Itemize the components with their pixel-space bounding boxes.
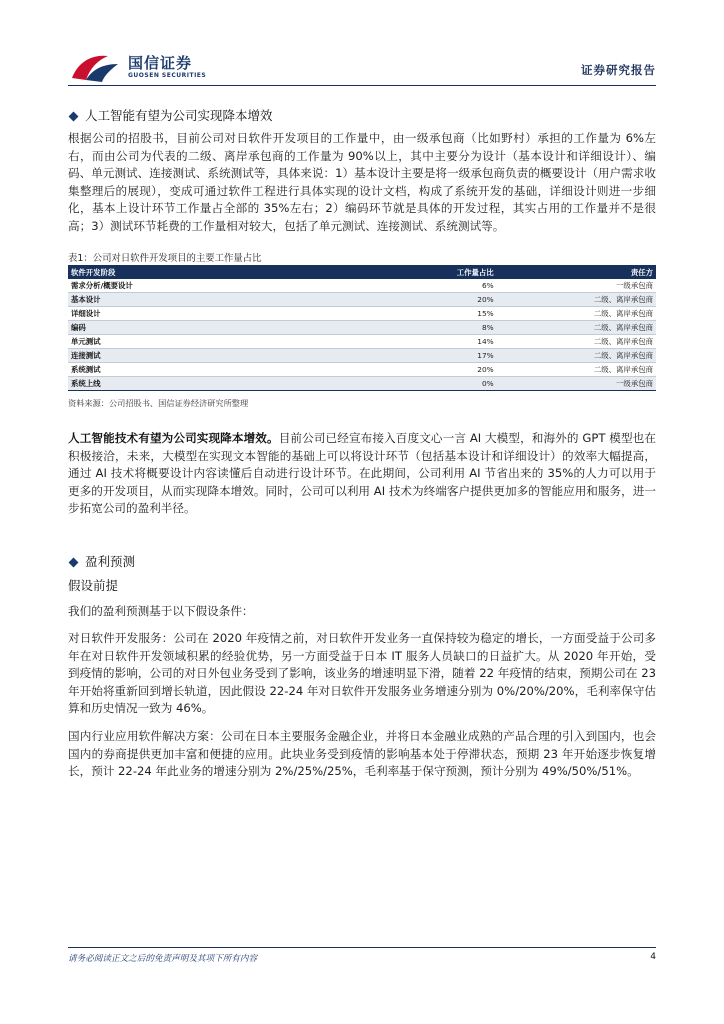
table-header-stage: 软件开发阶段 xyxy=(68,265,326,279)
table-cell-stage: 系统测试 xyxy=(68,363,326,377)
table-cell-share: 20% xyxy=(326,293,497,307)
brand-name-en: GUOSEN SECURITIES xyxy=(128,72,207,79)
table-cell-share: 17% xyxy=(326,349,497,363)
table-row xyxy=(68,363,656,377)
header-divider xyxy=(68,85,656,86)
diamond-bullet-icon xyxy=(69,557,79,567)
table-source-note: 资料来源：公司招股书、国信证券经济研究所整理 xyxy=(68,398,249,408)
section-title-text: 人工智能有望为公司实现降本增效 xyxy=(85,108,273,123)
table-header-party: 责任方 xyxy=(497,265,656,279)
table-header-share: 工作量占比 xyxy=(326,265,497,279)
table-row xyxy=(68,279,656,293)
section-title-forecast xyxy=(68,552,135,570)
paragraph-ai-efficiency xyxy=(68,430,656,518)
section-title-text: 盈利预测 xyxy=(85,554,136,569)
table-cell-party: 二级、离岸承包商 xyxy=(497,321,656,335)
footer-divider xyxy=(68,947,656,948)
brand-logo xyxy=(68,50,208,86)
logo-mark-icon xyxy=(68,52,120,84)
paragraph-workload: 根据公司的招股书，目前公司对日软件开发项目的工作量中，由一级承包商（比如野村）承担的工作量为 6%左右，而由公司为代表的二级、离岸承包商的工作量为 90%以上，其中主要分为设计（基本设计和详细设计）、编码、单元测试、连接测试、系统测试等，具体来说：1）基本设计主要是将一级承包商负责的概要设计（用户需求收集整理后的展现），变成可通过软件工程进行具体实现的设计文档，构成了系统开发的基础，详细设计则进一步细化，基本上设计环节工作量占全部的 35%左右；2）编码环节就是具体的开发过程，其实占用的工作量并不是很高；3）测试环节耗费的工作量相对较大，包括了单元测试、连接测试、系统测试等。 xyxy=(68,131,656,233)
page-number: 4 xyxy=(650,952,656,962)
table-row xyxy=(68,307,656,321)
table-cell-stage: 系统上线 xyxy=(68,377,326,391)
table-row xyxy=(68,335,656,349)
table-cell-stage: 详细设计 xyxy=(68,307,326,321)
table-row xyxy=(68,293,656,307)
table-row xyxy=(68,321,656,335)
table-row xyxy=(68,377,656,391)
paragraph-body: 目前公司已经宣布接入百度文心一言 AI 大模型，和海外的 GPT 模型也在积极接洽，未来，大模型在实现文本智能的基础上可以将设计环节（包括基本设计和详细设计）的效率大幅提高，通过 AI 技术将概要设计内容读懂后自动进行设计环节。在此期间，公司利用 AI 节省出来的 35%的人力可以用于更多的开发项目，从而实现降本增效。同时，公司可以利用 AI 技术为终端客户提供更加多的智能应用和服务，进一步拓宽公司的盈利半径。 xyxy=(68,431,656,516)
table-cell-party: 二级、离岸承包商 xyxy=(497,307,656,321)
page-header xyxy=(68,48,656,88)
section-title-ai xyxy=(68,106,273,124)
paragraph-domestic-software: 国内行业应用软件解决方案：公司在日本主要服务金融企业，并将日本金融业成熟的产品合理的引入到国内，也会国内的券商提供更加丰富和便捷的应用。此块业务受到疫情的影响基本处于停滞状态，预期 23 年开始逐步恢复增长，预计 22-24 年此业务的增速分别为 2%/25%/25%，毛利率基于保守预测，预计分别为 49%/50%/51%。 xyxy=(68,729,656,779)
table-cell-share: 0% xyxy=(326,377,497,391)
table-cell-party: 二级、离岸承包商 xyxy=(497,293,656,307)
table-cell-share: 15% xyxy=(326,307,497,321)
table-cell-party: 二级、离岸承包商 xyxy=(497,335,656,349)
report-type: 证券研究报告 xyxy=(581,63,656,77)
subheading-assumptions: 假设前提 xyxy=(68,578,119,593)
table-cell-party: 二级、离岸承包商 xyxy=(497,349,656,363)
table-cell-stage: 基本设计 xyxy=(68,293,326,307)
brand-name-cn: 国信证券 xyxy=(128,54,193,72)
table-cell-party: 一级承包商 xyxy=(497,377,656,391)
table-cell-share: 20% xyxy=(326,363,497,377)
paragraph-lead-bold: 人工智能技术有望为公司实现降本增效。 xyxy=(68,431,279,445)
paragraph-assumption-intro: 我们的盈利预测基于以下假设条件： xyxy=(68,604,254,618)
table-header-row xyxy=(68,265,656,279)
table-cell-party: 一级承包商 xyxy=(497,279,656,293)
table-title: 表1：公司对日软件开发项目的主要工作量占比 xyxy=(68,253,262,264)
paragraph-japan-software: 对日软件开发服务：公司在 2020 年疫情之前，对日软件开发业务一直保持较为稳定的增长，一方面受益于公司多年在对日软件开发领域积累的经验优势，另一方面受益于日本 IT 服务人员缺口的日益扩大。从 2020 年开始，受到疫情的影响，公司的对日外包业务受到了影响，该业务的增速明显下滑，随着 22 年疫情的结束，预期公司在 23 年开始将重新回到增长轨道，因此假设 22-24 年对日软件开发服务业务增速分别为 0%/20%/20%，毛利率保守估算和历史情况一致为 46%。 xyxy=(68,631,656,716)
footer-disclaimer: 请务必阅读正文之后的免责声明及其项下所有内容 xyxy=(68,954,258,964)
table-cell-party: 二级、离岸承包商 xyxy=(497,363,656,377)
table-cell-stage: 单元测试 xyxy=(68,335,326,349)
table-cell-stage: 编码 xyxy=(68,321,326,335)
table-cell-share: 8% xyxy=(326,321,497,335)
table-cell-share: 6% xyxy=(326,279,497,293)
workload-table xyxy=(68,265,656,391)
table-cell-share: 14% xyxy=(326,335,497,349)
table-cell-stage: 需求分析/概要设计 xyxy=(68,279,326,293)
table-cell-stage: 连接测试 xyxy=(68,349,326,363)
table-row xyxy=(68,349,656,363)
diamond-bullet-icon xyxy=(69,111,79,121)
